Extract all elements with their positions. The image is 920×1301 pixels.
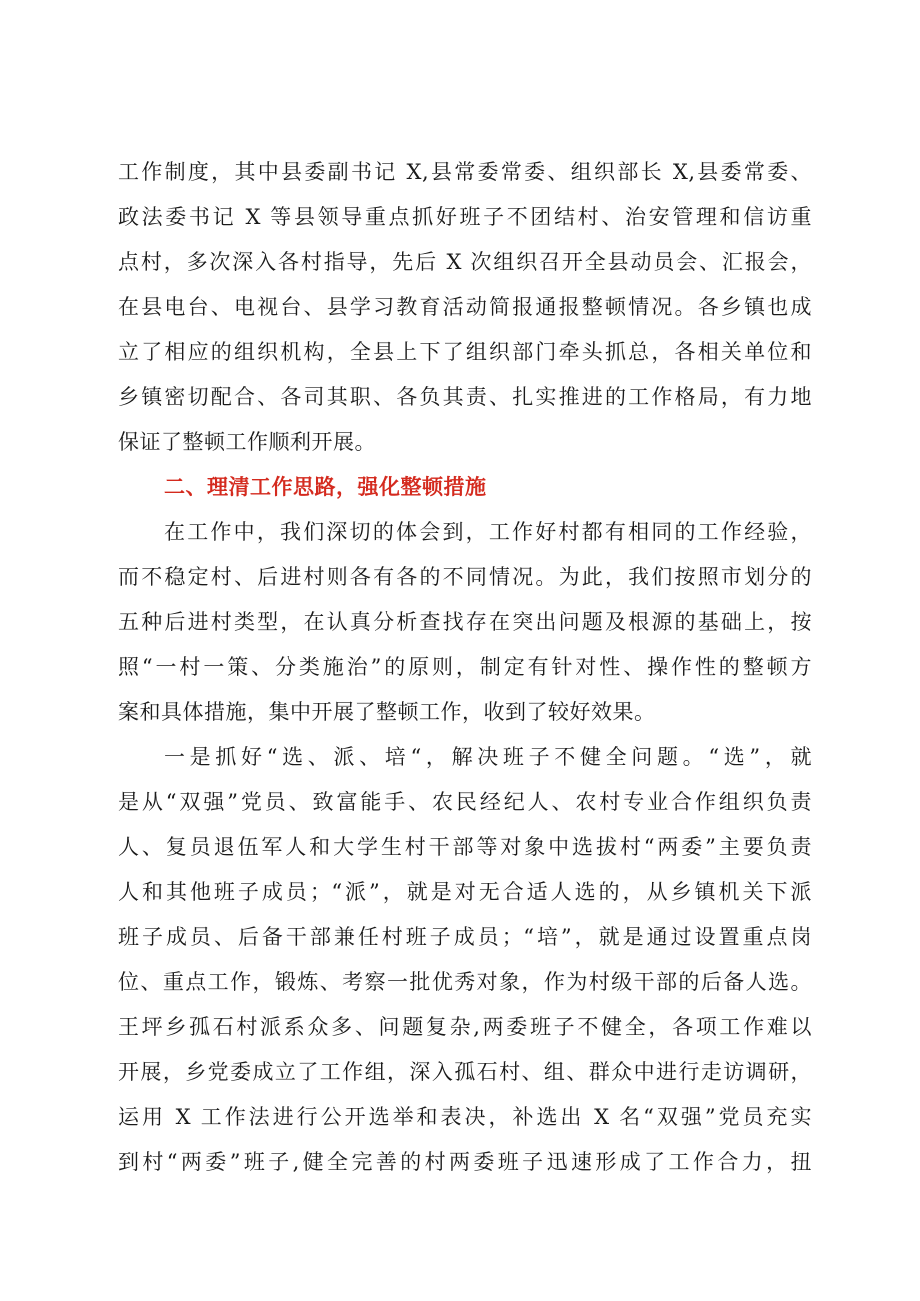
- text-line: 点村，多次深入各村指导，先后 X 次组织召开全县动员会、汇报会，: [118, 250, 812, 274]
- text-line: 政法委书记 X 等县领导重点抓好班子不团结村、治安管理和信访重: [118, 205, 812, 229]
- text-line: 到村“两委”班子,健全完善的村两委班子迅速形成了工作合力，扭: [118, 1150, 812, 1174]
- text-line: 在工作中，我们深切的体会到，工作好村都有相同的工作经验，: [164, 520, 812, 544]
- text-line: 开展，乡党委成立了工作组，深入孤石村、组、群众中进行走访调研，: [118, 1060, 812, 1084]
- text-line: 五种后进村类型，在认真分析查找存在突出问题及根源的基础上，按: [118, 610, 812, 634]
- text-line: 保证了整顿工作顺利开展。: [118, 430, 376, 454]
- text-line: 在县电台、电视台、县学习教育活动简报通报整顿情况。各乡镇也成: [118, 295, 812, 319]
- text-line: 一是抓好“选、派、培“，解决班子不健全问题。“选”，就: [164, 745, 812, 769]
- text-line: 运用 X 工作法进行公开选举和表决，补选出 X 名“双强”党员充实: [118, 1105, 812, 1129]
- text-line: 工作制度，其中县委副书记 X,县常委常委、组织部长 X,县委常委、: [118, 160, 812, 184]
- text-line: 而不稳定村、后进村则各有各的不同情况。为此，我们按照市划分的: [118, 565, 812, 589]
- text-line: 班子成员、后备干部兼任村班子成员；“培”，就是通过设置重点岗: [118, 925, 812, 949]
- paragraph-2: [118, 510, 812, 735]
- text-line: 王坪乡孤石村派系众多、问题复杂,两委班子不健全，各项工作难以: [118, 1015, 812, 1039]
- text-line: 人和其他班子成员；“派”，就是对无合适人选的，从乡镇机关下派: [118, 880, 812, 904]
- text-line: 位、重点工作，锻炼、考察一批优秀对象，作为村级干部的后备人选。: [118, 970, 812, 994]
- text-line: 立了相应的组织机构，全县上下了组织部门牵头抓总，各相关单位和: [118, 340, 812, 364]
- section-heading: 二、理清工作思路，强化整顿措施: [164, 475, 487, 499]
- document-body: [118, 150, 812, 1185]
- text-line: 人、复员退伍军人和大学生村干部等对象中选拔村“两委”主要负责: [118, 835, 812, 859]
- text-line: 是从“双强”党员、致富能手、农民经纪人、农村专业合作组织负责: [118, 790, 812, 814]
- paragraph-3: [118, 735, 812, 1185]
- text-line: 乡镇密切配合、各司其职、各负其责、扎实推进的工作格局，有力地: [118, 385, 812, 409]
- text-line: 案和具体措施，集中开展了整顿工作，收到了较好效果。: [118, 700, 656, 724]
- text-line: 照“一村一策、分类施治”的原则，制定有针对性、操作性的整顿方: [118, 655, 812, 679]
- paragraph-1: [118, 150, 812, 465]
